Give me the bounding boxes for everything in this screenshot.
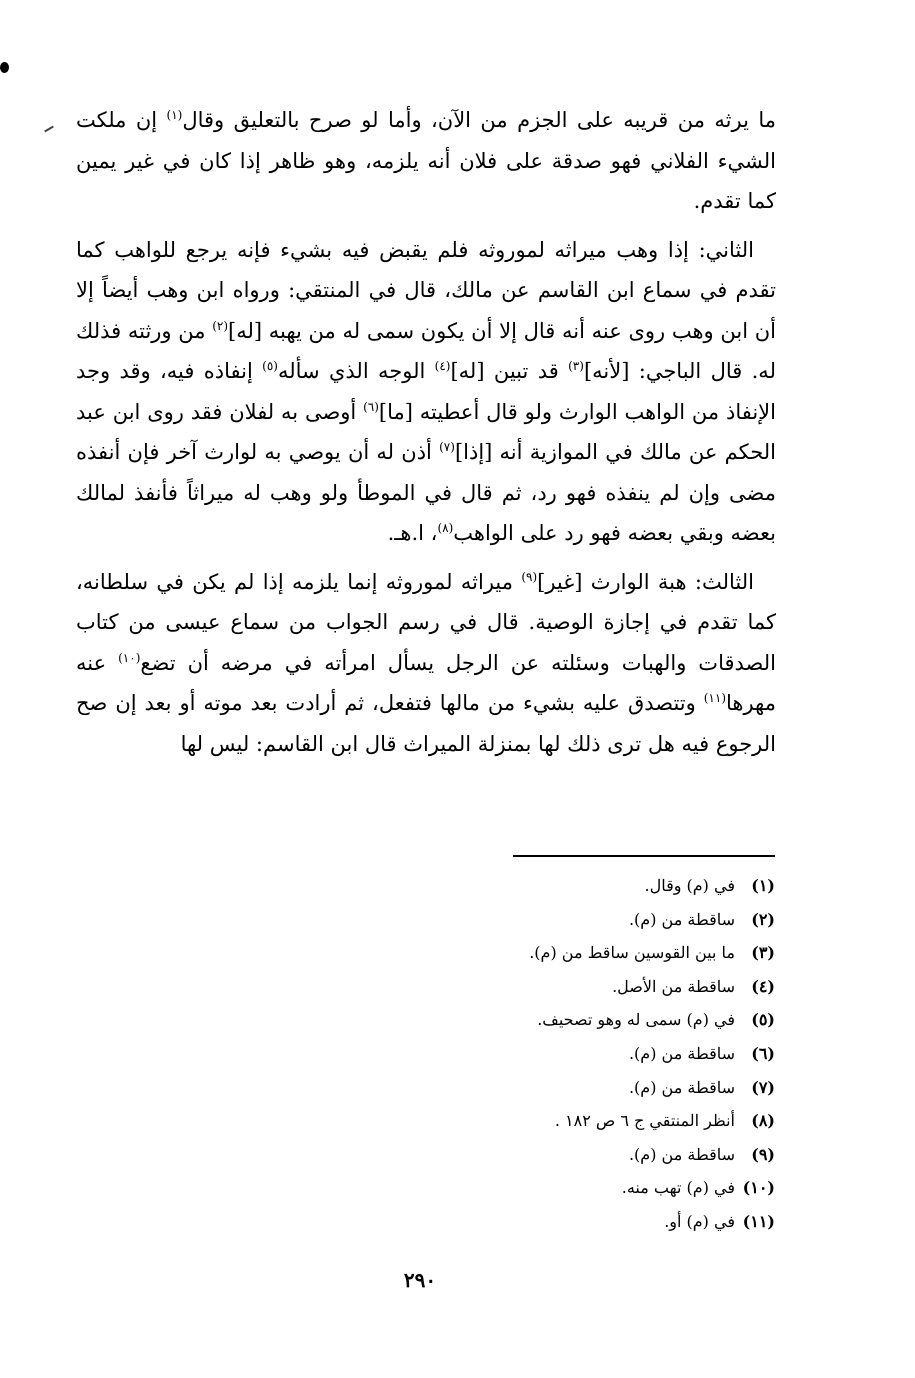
paragraph-1 [76, 100, 776, 222]
footnote-text: ساقطة من (م). [628, 909, 735, 929]
footnote-text: ساقطة من الأصل. [612, 976, 735, 996]
footnote-number: (٤) [751, 976, 775, 996]
footnote-ref: (١) [166, 108, 183, 122]
page-number: ٢٩٠ [403, 1268, 437, 1292]
footnote-text: ساقطة من (م). [628, 1043, 735, 1063]
footnote-number: (٧) [751, 1077, 775, 1097]
footnote [380, 936, 775, 970]
footnote [380, 869, 775, 903]
footnote-text: ما بين القوسين ساقط من (م). [529, 943, 735, 963]
text-run: عنه مهرها [76, 650, 776, 715]
footnote-number: (٥) [751, 1010, 775, 1030]
footnote-number: (١١) [742, 1211, 775, 1231]
text-run: إن ملكت الشيء الفلاني فهو صدقة على فلان أنه يلزمه، وهو ظاهر إذا كان في غير يمين كما تقدم. [76, 108, 776, 213]
footnote-number: (٣) [751, 943, 775, 963]
footnote-ref: (٣) [568, 359, 584, 373]
margin-dot [0, 62, 9, 73]
footnote-number: (٦) [751, 1043, 775, 1063]
footnote-ref: (٥) [262, 359, 278, 373]
footnote-text: في (م) وقال. [644, 876, 735, 895]
footnote-number: (٢) [751, 909, 775, 929]
paragraph-3 [76, 562, 776, 765]
footnote-ref: (٩) [521, 569, 538, 584]
text-run: ميراثه لموروثه إنما يلزمه إذا لم يكن في سلطانه، كما تقدم في إجازة الوصية. قال في رسم الجواب من سماع عيسى من كتاب الصدقات والهبات وسئلته عن الرجل يسأل امرأته في مرضه أن تضع [76, 569, 776, 675]
footnote-number: (٩) [751, 1144, 775, 1164]
footnote-separator [513, 855, 775, 857]
footnote-number: (٨) [751, 1111, 775, 1131]
footnote-text: في (م) تهب منه. [621, 1178, 735, 1198]
footnote-ref: (١١) [703, 691, 726, 705]
footnote-ref: (٧) [439, 440, 455, 454]
text-run: الثالث: هبة الوارث [غير] [537, 569, 754, 594]
text-run: الثاني: إذا وهب ميراثه لموروثه فلم يقبض فيه بشيء فإنه يرجع للواهب كما تقدم في سماع ابن القاسم عن مالك، قال في المنتقي: ورواه ابن وهب أيضاً إلا أن ابن وهب روى عنه أنه قال إلا أن يكون سمى له من يهبه [له] [76, 237, 776, 343]
text-run: إنفاذه فيه، وقد وجد الإنفاذ من الواهب الوارث ولو قال أعطيته [ما] [76, 359, 776, 424]
footnote-text: في (م) أو. [664, 1211, 735, 1231]
footnote [380, 970, 775, 1004]
text-run: الوجه الذي سأله [277, 359, 435, 383]
text-run: من ورثته فذلك له. قال الباجي: [لأنه] [76, 318, 776, 383]
footnote-text: أنظر المنتقي ج ٦ ص ١٨٢ . [554, 1111, 735, 1131]
footnote [380, 1171, 775, 1205]
footnote [380, 1071, 775, 1105]
footnote-number: (١) [751, 876, 775, 895]
text-run: قد تبين [له] [450, 359, 569, 383]
main-text [76, 100, 776, 772]
footnote-ref: (١٠) [118, 650, 141, 665]
text-run: وتتصدق عليه بشيء من مالها فتفعل، ثم أرادت بعد موته أو بعد إن صح الرجوع فيه هل ترى ذلك لها بمنزلة الميراث قال ابن القاسم: ليس لها [76, 691, 776, 756]
footnotes [380, 869, 775, 1239]
margin-mark [44, 126, 54, 133]
footnote [380, 1205, 775, 1239]
footnote [380, 903, 775, 937]
footnote [380, 1037, 775, 1071]
footnote-text: في (م) سمى له وهو تصحيف. [537, 1010, 735, 1030]
footnote-ref: (٤) [434, 359, 451, 373]
text-run: ، ا.هـ. [387, 521, 438, 545]
footnote [380, 1003, 775, 1037]
paragraph-2 [76, 230, 776, 554]
text-run: ما يرثه من قريبه على الجزم من الآن، وأما لو صرح بالتعليق وقال [182, 108, 776, 132]
text-run: أذن له أن يوصي به لوارث آخر فإن أنفذه مضى وإن لم ينفذه فهو رد، ثم قال في الموطأ ولو وهب له ميراثاً فأنفذ لمالك بعضه وبقي بعضه فهو رد على الواهب [76, 440, 776, 545]
footnote-number: (١٠) [742, 1178, 775, 1198]
footnote [380, 1138, 775, 1172]
footnote-ref: (٦) [363, 399, 379, 414]
footnote-ref: (٨) [437, 521, 454, 535]
footnote-text: ساقطة من (م). [628, 1077, 735, 1097]
text-run: أوصى به لفلان فقد روى ابن عبد الحكم عن مالك في الموازية أنه [إذا] [76, 399, 776, 464]
footnote-text: ساقطة من (م). [628, 1144, 735, 1164]
footnote [380, 1104, 775, 1138]
footnote-ref: (٢) [212, 318, 229, 333]
